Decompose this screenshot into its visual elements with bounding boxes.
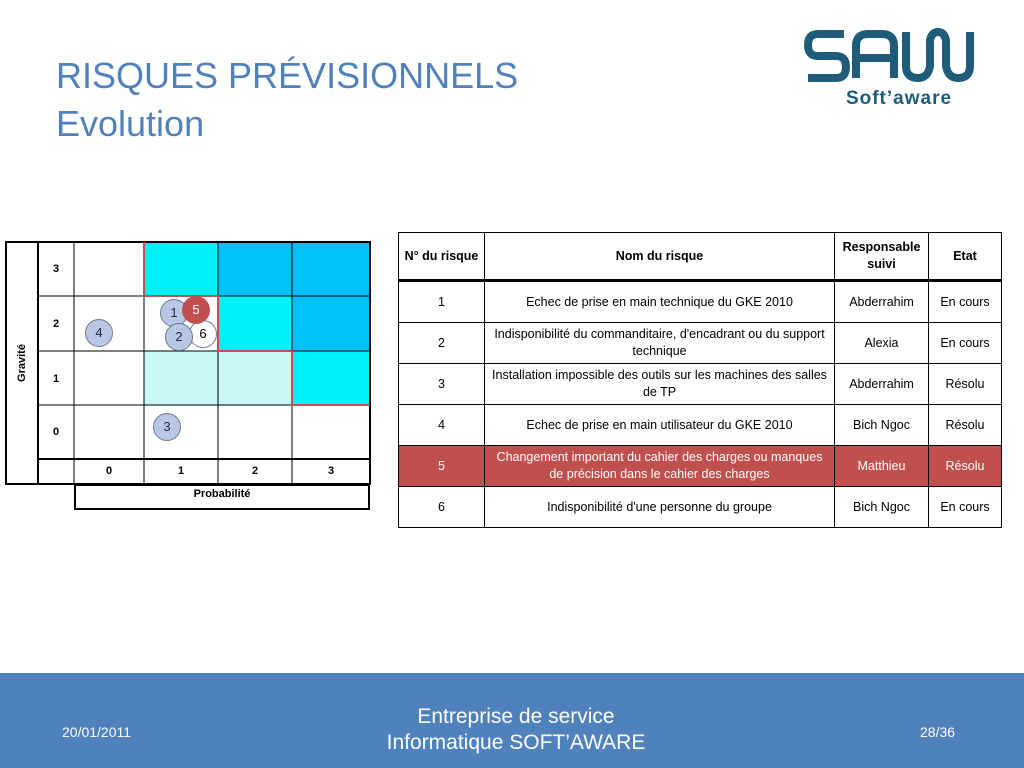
- cell-g1-p1: [144, 351, 218, 405]
- table-row: [399, 487, 1002, 528]
- cell-g2-p3: [292, 296, 370, 351]
- risk-owner: Bich Ngoc: [835, 405, 929, 446]
- logo-subtitle: Soft’aware: [845, 88, 953, 109]
- risk-number: 3: [399, 364, 485, 405]
- risk-name: Installation impossible des outils sur les machines des salles de TP: [485, 364, 835, 405]
- risk-status: En cours: [929, 281, 1002, 323]
- risk-number: 6: [399, 487, 485, 528]
- risk-status: En cours: [929, 323, 1002, 364]
- risk-owner: Abderrahim: [835, 364, 929, 405]
- risk-bubble-1: 1: [160, 299, 188, 327]
- risk-bubble-5: 5: [182, 296, 210, 324]
- risk-status: Résolu: [929, 405, 1002, 446]
- risk-bubble-4: 4: [85, 319, 113, 347]
- row-label-2: 2: [52, 318, 60, 330]
- risk-status: Résolu: [929, 364, 1002, 405]
- x-axis-label: Probabilité: [74, 484, 370, 510]
- risk-number: 2: [399, 323, 485, 364]
- cell-g3-p1: [144, 242, 218, 296]
- footer-company: [312, 704, 720, 756]
- table-row: [399, 323, 1002, 364]
- header-risk-number: N° du risque: [399, 233, 485, 281]
- row-label-0: 0: [52, 426, 60, 438]
- cell-g2-p2: [218, 296, 292, 351]
- risk-owner: Alexia: [835, 323, 929, 364]
- slide-title: RISQUES PRÉVISIONNELS: [56, 55, 519, 96]
- cell-g3-p3: [292, 242, 370, 296]
- table-row: [399, 364, 1002, 405]
- risk-name: Indisponibilité d'une personne du groupe: [485, 487, 835, 528]
- risk-name: Changement important du cahier des charges ou manques de précision dans le cahier des charges: [485, 446, 835, 487]
- risk-status: En cours: [929, 487, 1002, 528]
- table-row-highlighted: [399, 446, 1002, 487]
- risk-bubble-3: 3: [153, 413, 181, 441]
- footer-company-line2: Informatique SOFT’AWARE: [386, 731, 646, 754]
- footer-page-number: 28/36: [920, 724, 956, 740]
- risk-name: Echec de prise en main utilisateur du GKE 2010: [485, 405, 835, 446]
- col-label-3: 3: [327, 465, 335, 477]
- cell-g1-p3: [292, 351, 370, 405]
- risk-table: [398, 232, 1002, 528]
- risk-name: Indisponibilité du commanditaire, d'encadrant ou du support technique: [485, 323, 835, 364]
- risk-status: Résolu: [929, 446, 1002, 487]
- table-row: [399, 281, 1002, 323]
- footer-company-line1: Entreprise de service: [417, 705, 615, 728]
- y-axis-label: Gravité: [16, 344, 28, 382]
- footer-date: 20/01/2011: [62, 724, 132, 740]
- slide-subtitle: Evolution: [56, 103, 205, 144]
- col-label-0: 0: [105, 465, 113, 477]
- cell-g3-p2: [218, 242, 292, 296]
- risk-number: 5: [399, 446, 485, 487]
- risk-bubble-6: 6: [189, 320, 217, 348]
- risk-name: Echec de prise en main technique du GKE 2010: [485, 281, 835, 323]
- header-risk-name: Nom du risque: [485, 233, 835, 281]
- risk-number: 1: [399, 281, 485, 323]
- risk-bubble-2: 2: [165, 323, 193, 351]
- row-label-1: 1: [52, 373, 60, 385]
- risk-owner: Bich Ngoc: [835, 487, 929, 528]
- row-label-3: 3: [52, 263, 60, 275]
- risk-owner: Abderrahim: [835, 281, 929, 323]
- col-label-2: 2: [251, 465, 259, 477]
- header-status: Etat: [929, 233, 1002, 281]
- risk-number: 4: [399, 405, 485, 446]
- header-owner: Responsable suivi: [835, 233, 929, 281]
- col-label-1: 1: [177, 465, 185, 477]
- table-row: [399, 405, 1002, 446]
- table-header-row: [399, 233, 1002, 281]
- cell-g1-p2: [218, 351, 292, 405]
- risk-owner: Matthieu: [835, 446, 929, 487]
